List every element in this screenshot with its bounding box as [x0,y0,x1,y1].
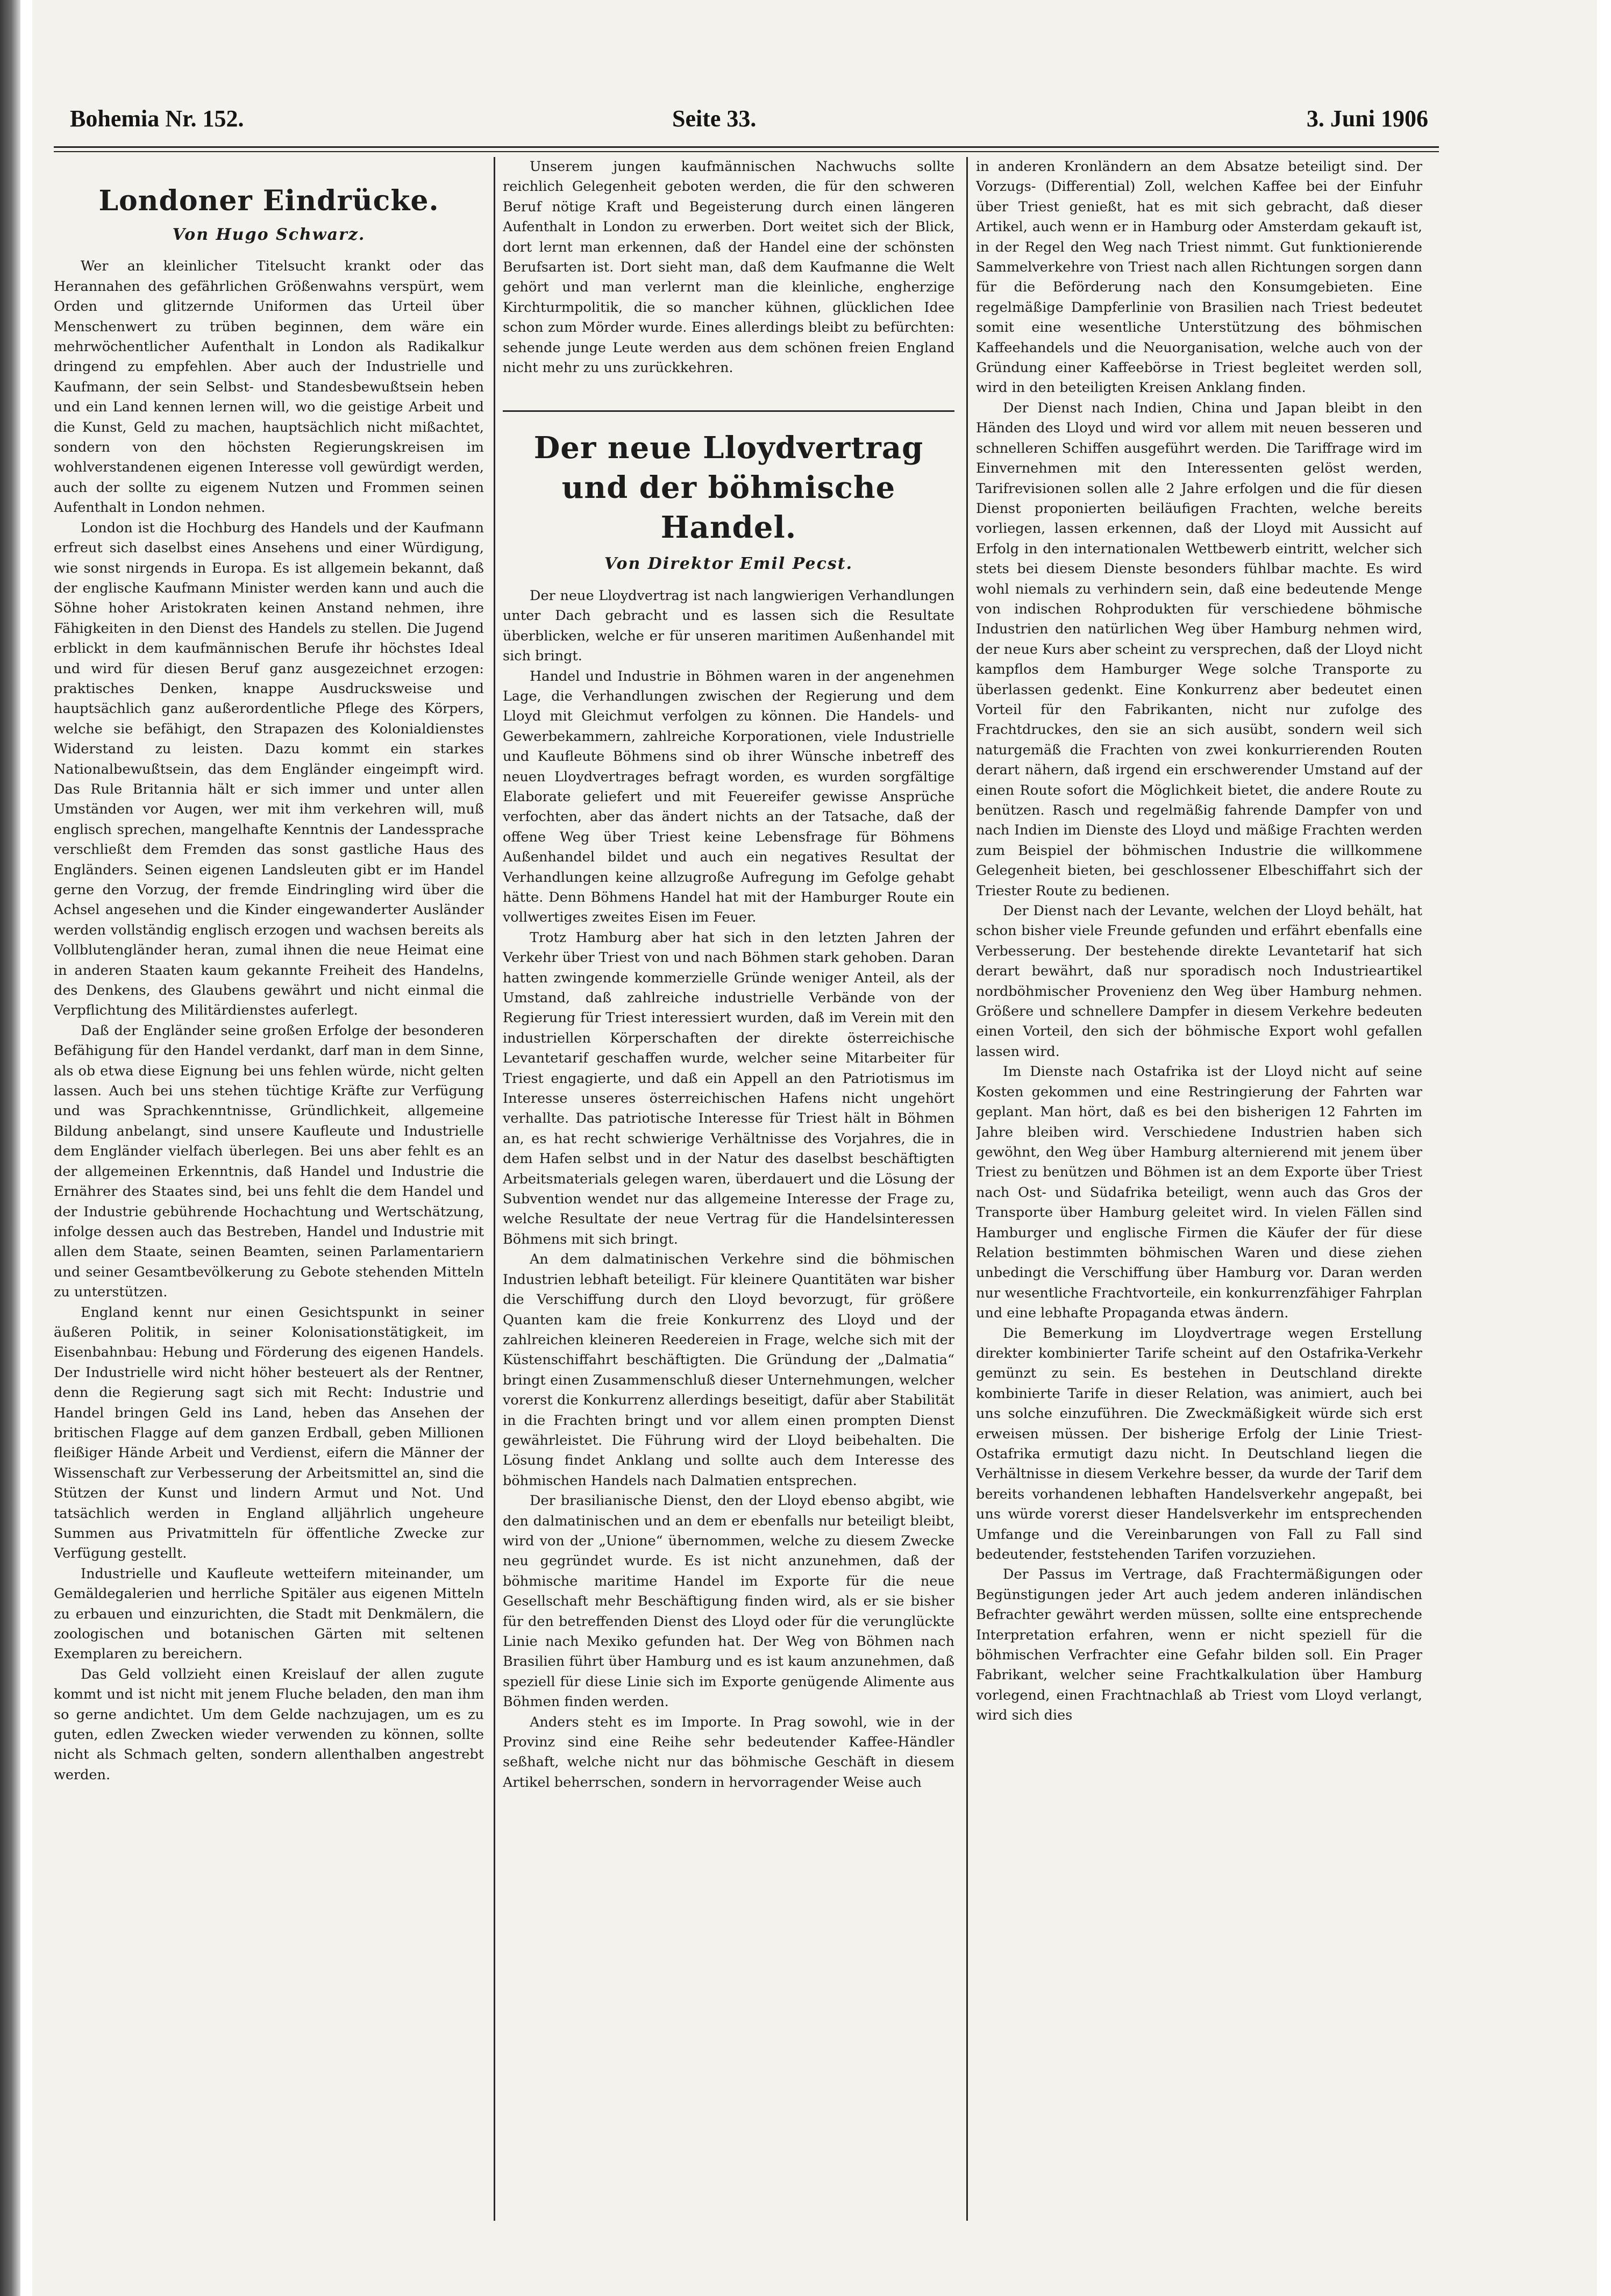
scan-edge-shadow [0,0,20,2296]
article-paragraph: Das Geld vollzieht einen Kreislauf der allen zugute kommt und ist nicht mit jenem Fluche beladen, den man ihm so gerne andichtet. Um dem Gelde nachzujagen, um es zu guten, edlen Zwecken wieder verwenden zu können, sollte nicht als Schmach gelten, sondern allenthalben angestrebt werden. [54,1666,484,1783]
column-3 [976,157,1422,2221]
header-rule [54,146,1439,152]
article-paragraph: London ist die Hochburg des Handels und der Kaufmann erfreut sich daselbst eines Ansehens und einer Würdigung, wie sonst nirgends in Europa. Es ist allgemein bekannt, daß der englische Kaufmann Minister werden kann und auch die Söhne hoher Aristokraten keinen Anstand nehmen, ihre Fähigkeiten in den Dienst des Handels zu stellen. Die Jugend erblickt in dem kaufmännischen Berufe ihr höchstes Ideal und wird für diesen Beruf ganz ausgezeichnet erzogen: praktisches Denken, knappe Ausdrucksweise und hauptsächlich ganz außerordentliche Pflege des Körpers, welche sie befähigt, den Strapazen des Kolonialdienstes Widerstand zu leisten. Dazu kommt ein starkes Nationalbewußtsein, das dem Engländer eingeimpft wird. Das Rule Britannia hält er sich immer und unter allen Umständen vor Augen, wer mit ihm verkehren will, muß englisch sprechen, mangelhafte Kenntnis der Landessprache verschließt dem Fremden das sonst gastliche Haus des Engländers. Seinen eigenen Landsleuten gibt er im Handel gerne den Vorzug, der fremde Eindringling wird über die Achsel angesehen und die Kinder eingewanderter Ausländer werden vollständig englisch erzogen und wachsen bereits als Vollblutengländer heran, zumal ihnen die neue Heimat eine in anderen Staaten kaum gekannte Freiheit des Handelns, des Denkens, des Glaubens gewährt und nicht einmal die Verpflichtung des Militärdienstes auferlegt. [54,519,484,1019]
article-paragraph: Handel und Industrie in Böhmen waren in der angenehmen Lage, die Verhandlungen zwischen der Regierung und dem Lloyd mit Gleichmut verfolgen zu können. Die Handels- und Gewerbekammern, zahlreiche Korporationen, viele Industrielle und Kaufleute Böhmens sind ob ihrer Wünsche inbetreff des neuen Lloydvertrages befragt worden, es wurden sorgfältige Elaborate geliefert und mit Feuereifer gewisse Ansprüche verfochten, aber das ändert nichts an der Tatsache, daß der offene Weg über Triest keine Lebensfrage für Böhmens Außenhandel bildet und auch ein negatives Resultat der Verhandlungen keine allzugroße Aufregung im Gefolge gehabt hätte. Denn Böhmens Handel hat mit der Hamburger Route ein vollwertiges zweites Eisen im Feuer. [503,668,954,926]
article-paragraph: England kennt nur einen Gesichtspunkt in seiner äußeren Politik, in seiner Kolonisationstätigkeit, im Eisenbahnbau: Hebung und Förderung des eigenen Handels. Der Industrielle wird nicht höher besteuert als der Rentner, denn die Regierung sagt sich mit Recht: Industrie und Handel bringen Geld ins Land, heben das Ansehen der britischen Flagge auf dem ganzen Erdball, geben Millionen fleißiger Hände Arbeit und Verdienst, eifern die Männer der Wissenschaft zur Verbesserung der Arbeitsmittel an, sind die Stützen der Kunst und lindern Armut und Not. Und tatsächlich werden in England alljährlich ungeheure Summen aus Privatmitteln für öffentliche Zwecke zur Verfügung gestellt. [54,1304,484,1562]
article-paragraph: Der Dienst nach Indien, China und Japan bleibt in den Händen des Lloyd und wird vor allem mit neuen besseren und schnelleren Schiffen ausgeführt werden. Die Tariffrage wird im Einvernehmen mit den Interessenten gelöst werden, Tarifrevisionen sollen alle 2 Jahre erfolgen und die für diesen Dienst proponierten beiläufigen Frachten, welche bereits vorliegen, lassen erkennen, daß der Lloyd mit Aussicht auf Erfolg in den internationalen Wettbewerb eintritt, welcher sich stets bei diesem Dienste besonders fühlbar machte. Es wird wohl niemals zu verhindern sein, daß eine bedeutende Menge von indischen Rohprodukten für verschiedene böhmische Industrien den natürlichen Weg über Hamburg nehmen wird, der neue Kurs aber scheint zu versprechen, daß der Lloyd nicht kampflos dem Hamburger Wege solche Transporte zu überlassen gedenkt. Eine Konkurrenz aber bedeutet einen Vorteil für den Fabrikanten, nicht nur zufolge des Frachtdruckes, den sie an sich ausübt, sondern weil sich naturgemäß die Frachten von zwei konkurrierenden Routen derart nähern, daß irgend ein erschwerender Umstand auf der einen Route sofort die Möglichkeit bietet, die andere Route zu benützen. Rasch und regelmäßig fahrende Dampfer von und nach Indien im Dienste des Lloyd und mäßige Frachten werden zum Beispiel der böhmischen Industrie die willkommene Gelegenheit bieten, bei geschlossener Elbeschiffahrt sich der Triester Route zu bedienen. [976,400,1422,899]
article-title-lloydvertrag: Der neue Lloydvertrag und der böhmische Handel. [533,430,924,546]
masthead-issue: Bohemia Nr. 152. [70,105,244,132]
article-paragraph: in anderen Kronländern an dem Absatze beteiligt sind. Der Vorzugs- (Differential) Zoll, welchen Kaffee bei der Einfuhr über Triest genießt, hat es mit sich gebracht, daß dieser Artikel, auch wenn er in Hamburg oder Amsterdam gekauft ist, in der Regel den Weg nach Triest nimmt. Gut funktionierende Sammelverkehre von Triest nach allen Richtungen sorgen dann für die Beförderung nach den Konsumgebieten. Eine regelmäßige Dampferlinie von Brasilien nach Triest bedeutet somit eine wesentliche Unterstützung des böhmischen Kaffeehandels und die Neuorganisation, welche auch von der Gründung einer Kaffeebörse in Triest begleitet werden soll, wird in den beteiligten Kreisen Anklang finden. [976,159,1422,396]
article-paragraph: Die Bemerkung im Lloydvertrage wegen Erstellung direkter kombinierter Tarife scheint auf den Ostafrika-Verkehr gemünzt zu sein. Es bestehen in Deutschland direkte kombinierte Tarife in dieser Relation, was animiert, auch bei uns solche einzuführen. Die Zweckmäßigkeit würde sich erst erweisen müssen. Der bisherige Erfolg der Linie Triest-Ostafrika ermutigt dazu nicht. In Deutschland liegen die Verhältnisse in diesem Verkehre besser, da wurde der Tarif dem bereits vorhandenen lebhaften Handelsverkehr angepaßt, bei uns würde vorerst dieser Handelsverkehr im entsprechenden Umfange und die Vereinbarungen von Fall zu Fall sind bedeutender, feststehenden Tarifen vorzuziehen. [976,1325,1422,1563]
issue-date: 3. Juni 1906 [1306,105,1428,132]
page-header [70,105,1428,142]
article-paragraph: Wer an kleinlicher Titelsucht krankt oder das Herannahen des gefährlichen Größenwahns verspürt, wem Orden und glitzernde Uniformen das Urteil über Menschenwert zu trüben beginnen, dem wäre ein mehrwöchentlicher Aufenthalt in London als Radikalkur dringend zu empfehlen. Aber auch der Industrielle und Kaufmann, der sein Selbst- und Standesbewußtsein heben und ein Land kennen lernen will, wo die geistige Arbeit und die Kunst, Geld zu machen, hauptsächlich nicht mißachtet, sondern von den höchsten Regierungskreisen im wohlverstandenen eigenen Interesse voll gewürdigt werden, auch der sollte zu eigenem Nutzen und Frommen seinen Aufenthalt in London nehmen. [54,258,484,516]
article-paragraph: Im Dienste nach Ostafrika ist der Lloyd nicht auf seine Kosten gekommen und eine Restringierung der Fahrten war geplant. Man hört, daß es bei den bisherigen 12 Fahrten im Jahre bleiben wird. Verschiedene Industrien haben sich gewöhnt, den Weg über Hamburg alternierend mit jenem über Triest zu benützen und Böhmen ist an dem Exporte über Triest nach Ost- und Südafrika beteiligt, wenn auch das Gros der Transporte über Hamburg geleitet wird. In vielen Fällen sind Hamburger und englische Firmen die Käufer der für diese Relation bestimmten böhmischen Waren und diese ziehen unbedingt die Verschiffung über Hamburg vor. Daran werden nur wesentliche Frachtvorteile, ein konkurrenzfähiger Fahrplan und eine lebhafte Propaganda etwas ändern. [976,1064,1422,1322]
article-paragraph: Trotz Hamburg aber hat sich in den letzten Jahren der Verkehr über Triest von und nach Böhmen stark gehoben. Daran hatten zwingende kommerzielle Gründe weniger Anteil, als der Umstand, daß zahlreiche industrielle Verbände von der Regierung für Triest interessiert wurden, daß im Verein mit den industriellen Körperschaften der direkte österreichische Levantetarif geschaffen wurde, welcher seine Mitarbeiter für Triest engagierte, und daß ein Appell an den Patriotismus im Interesse unseres österreichischen Hafens nicht ungehört verhallte. Das patriotische Interesse für Triest hält in Böhmen an, es hat recht schwierige Verhältnisse des Vorjahres, die in dem Hafen selbst und in der Natur des daselbst beschäftigten Arbeitsmaterials gelegen waren, überdauert und die Lösung der Subvention wendet nur das allgemeine Interesse der Frage zu, welche Resultate der neue Vertrag für die Handelsinteressen Böhmens mit sich bringt. [503,929,954,1247]
article-byline: Von Direktor Emil Pecst. [604,554,853,574]
article-title-londoner-eindruecke: Londoner Eindrücke. [98,184,439,217]
article-byline: Von Hugo Schwarz. [172,225,366,244]
article-paragraph: Der neue Lloydvertrag ist nach langwierigen Verhandlungen unter Dach gebracht und es lassen sich die Resultate überblicken, welche er für unseren maritimen Außenhandel mit sich bringt. [503,587,954,665]
column-2 [503,157,954,2221]
article-paragraph: An dem dalmatinischen Verkehre sind die böhmischen Industrien lebhaft beteiligt. Für kleinere Quantitäten war bisher die Verschiffung durch den Lloyd bevorzugt, für größere Quanten kam die freie Konkurrenz des Lloyd und der zahlreichen kleineren Reedereien in Frage, welche sich mit der Küstenschiffahrt beschäftigten. Die Gründung der „Dalmatia“ bringt einen Zusammenschluß dieser Unternehmungen, welcher vorerst die Konkurrenz allerdings beseitigt, dafür aber Stabilität in die Frachten bringt und vor allem einen prompten Dienst gewährleistet. Die Führung wird der Lloyd beibehalten. Die Lösung findet Anklang und sollte auch dem Interesse des böhmischen Handels nach Dalmatien entsprechen. [503,1251,954,1489]
article-continuation-paragraph: Unserem jungen kaufmännischen Nachwuchs sollte reichlich Gelegenheit geboten werden, die für den schweren Beruf nötige Kraft und Begeisterung durch einen längeren Aufenthalt in London zu erwerben. Dort weitet sich der Blick, dort lernt man erkennen, daß der Handel eine der schönsten Berufsarten ist. Dort sieht man, daß dem Kaufmanne die Welt gehört und man verlernt man die kleinliche, engherzige Kirchturmpolitik, die so mancher kühnen, glücklichen Idee schon zum Mörder wurde. Eines allerdings bleibt zu befürchten: sehende junge Leute werden aus dem schönen freien England nicht mehr zu uns zurückkehren. [503,159,954,376]
article-paragraph: Der Passus im Vertrage, daß Frachtermäßigungen oder Begünstigungen jeder Art auch jedem anderen inländischen Befrachter gewährt werden müssen, sollte eine entsprechende Interpretation erfahren, wenn er nicht speziell für die böhmischen Verfrachter eine Gefahr bilden soll. Ein Prager Fabrikant, welcher seine Frachtkalkulation über Hamburg vorlegend, einen Frachtnachlaß ab Triest vom Lloyd verlangt, wird sich dies [976,1566,1422,1724]
article-paragraph: Industrielle und Kaufleute wetteifern miteinander, um Gemäldegalerien und herrliche Spitäler aus eigenen Mitteln zu erbauen und einzurichten, die Stadt mit Denkmälern, die zoologischen und botanischen Gärten mit seltenen Exemplaren zu bereichern. [54,1565,484,1663]
article-paragraph: Anders steht es im Importe. In Prag sowohl, wie in der Provinz sind eine Reihe sehr bedeutender Kaffee-Händler seßhaft, welche nicht nur das böhmische Geschäft in diesem Artikel beherrschen, sondern in hervorragender Weise auch [503,1714,954,1791]
column-rule-2 [966,157,968,2221]
page-number: Seite 33. [672,105,757,132]
article-divider [503,410,954,412]
column-rule-1 [494,157,495,2221]
article-paragraph: Der Dienst nach der Levante, welchen der Lloyd behält, hat schon bisher viele Freunde gefunden und erfährt ebenfalls eine Verbesserung. Der bestehende direkte Levantetarif hat sich derart bewährt, daß nur sporadisch noch Industrieartikel nordböhmischer Provenienz den Weg über Hamburg nehmen. Größere und schnellere Dampfer in diesem Verkehre bedeuten einen Vorteil, den sich der böhmische Export wohl gefallen lassen wird. [976,903,1422,1060]
article-paragraph: Daß der Engländer seine großen Erfolge der besonderen Befähigung für den Handel verdankt, darf man in dem Sinne, als ob etwa diese Eignung bei uns fehlen würde, nicht gelten lassen. Auch bei uns stehen tüchtige Kräfte zur Verfügung und was Sprachkenntnisse, Gründlichkeit, allgemeine Bildung anbelangt, sind unsere Kaufleute und Industrielle dem Engländer vielfach überlegen. Bei uns aber fehlt es an der allgemeinen Erkenntnis, daß Handel und Industrie die Ernährer des Staates sind, bei uns fehlt die dem Handel und der Industrie gebührende Hochachtung und Wertschätzung, infolge dessen auch das Bestreben, Handel und Industrie mit allen dem Staate, seinen Beamten, seinen Parlamentariern und seiner Gesamtbevölkerung zu Gebote stehenden Mitteln zu unterstützen. [54,1022,484,1301]
article-paragraph: Der brasilianische Dienst, den der Lloyd ebenso abgibt, wie den dalmatinischen und an dem er ebenfalls nur beteiligt bleibt, wird von der „Unione“ übernommen, welche zu diesem Zwecke neu gegründet wurde. Es ist nicht anzunehmen, daß der böhmische maritime Handel im Exporte für die neue Gesellschaft mehr Beschäftigung finden wird, als er sie bisher für den betreffenden Dienst des Lloyd oder für die verunglückte Linie nach Mexiko gefunden hat. Der Weg von Böhmen nach Brasilien führt über Hamburg und es ist kaum anzunehmen, daß speziell für diese Linie sich im Exporte genügende Alimente aus Böhmen finden werden. [503,1493,954,1710]
column-1 [54,157,484,2221]
